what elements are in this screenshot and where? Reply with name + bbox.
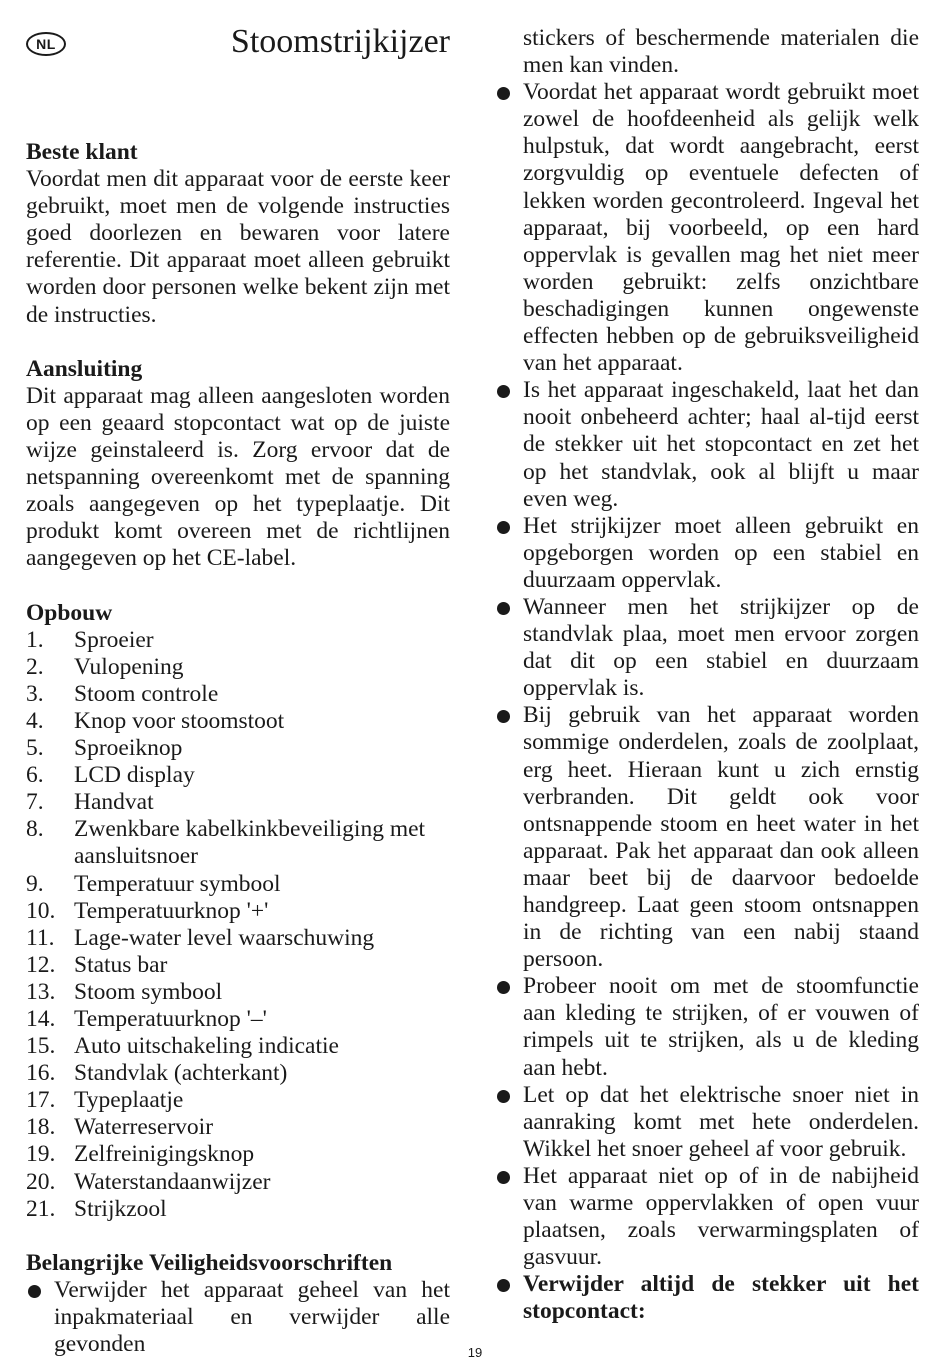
- list-item: [495, 1163, 919, 1271]
- list-item: [26, 925, 450, 952]
- list-item: [26, 952, 450, 979]
- safety-bullet-text: Is het apparaat ingeschakeld, laat het dan nooit onbeheerd achter; haal al-tijd eerst de stekker uit het stopcontact en zet het op het standvlak, ook al blijft u maar even weg.: [523, 377, 919, 512]
- safety-bullet-text: Verwijder het apparaat geheel van het inpakmateriaal en verwijder alle gevonden: [54, 1276, 450, 1358]
- right-column: [495, 25, 919, 1326]
- part-number: 13.: [26, 978, 56, 1005]
- part-number: 5.: [26, 735, 44, 762]
- part-label: Waterreservoir: [74, 1114, 214, 1141]
- safety-heading: Belangrijke Veiligheidsvoorschriften: [26, 1249, 393, 1276]
- list-item: [26, 1087, 450, 1114]
- part-number: 1.: [26, 626, 44, 653]
- part-number: 9.: [26, 870, 44, 897]
- list-item: [26, 1196, 450, 1223]
- list-item: [26, 762, 450, 789]
- safety-bullet-text: Wanneer men het strijkijzer op de standvlak plaa, moet men ervoor zorgen dat dit op een stabiel en duurzaam oppervlak is.: [523, 593, 919, 702]
- part-label: Stoom controle: [74, 680, 219, 707]
- part-number: 15.: [26, 1033, 56, 1060]
- intro-paragraph: Voordat men dit apparaat voor de eerste keer gebruikt, moet men de volgende instructies goed doorlezen en bewaren voor latere referentie. Dit apparaat moet alleen gebruikt worden door personen welke bekent zijn met de instructies.: [26, 166, 450, 328]
- bullet-icon: [497, 981, 510, 994]
- safety-bullet-text: Voordat het apparaat wordt gebruikt moet zowel de hoofdeenheid als gelijk welk hulpstuk, dat wordt aangebracht, eerst zorgvuldig op eventuele defecten of lekken worden gecontroleerd. Ingeval het apparaat, bij voorbeeld, op een hard oppervlak is gevallen mag het niet meer worden gebruikt: zelfs onzichtbare beschadigingen kunnen ongewenste effecten hebben op de gebruiksveiligheid van het apparaat.: [523, 79, 919, 377]
- part-number: 16.: [26, 1060, 56, 1087]
- page-number: 19: [467, 1345, 483, 1360]
- part-number: 20.: [26, 1168, 56, 1195]
- connection-paragraph: Dit apparaat mag alleen aangesloten worden op een geaard stopcontact wat op de juiste wijze geinstaleerd is. Zorg ervoor dat de netspanning overeenkomt met de spanning zoals aangegeven op het typeplaatje. Dit produkt komt overeen met de richtlijnen aangegeven op het CE-label.: [26, 382, 450, 572]
- part-number: 12.: [26, 951, 56, 978]
- list-item: [26, 789, 450, 816]
- part-label: LCD display: [74, 762, 195, 789]
- safety-bullet-text: Bij gebruik van het apparaat worden sommige onderdelen, zoals de zoolplaat, erg heet. Hieraan kunt u zich ernstig verbranden. Dit geldt ook voor ontsnappende stoom en heet water in het apparaat. Pak het apparaat dan ook alleen maar beet bij de daarvoor bedoelde handgreep. Laat geen stoom ontsnappen in de richting van een nabij staand persoon.: [523, 702, 919, 973]
- safety-bullet-text: Let op dat het elektrische snoer niet in aanraking komt met hete onderdelen. Wikkel het snoer geheel af voor gebruik.: [523, 1081, 919, 1162]
- part-number: 11.: [26, 924, 55, 951]
- part-label: Sproeier: [74, 626, 154, 653]
- list-item: [495, 513, 919, 594]
- connection-heading: Aansluiting: [26, 355, 143, 382]
- safety-list: [495, 79, 919, 1271]
- bullet-icon: [497, 602, 510, 615]
- part-label: Vulopening: [74, 653, 184, 680]
- list-item: [495, 702, 919, 973]
- list-item: [26, 735, 450, 762]
- list-item: [26, 816, 450, 870]
- part-number: 4.: [26, 707, 44, 734]
- left-column: [26, 139, 450, 1358]
- part-label: Knop voor stoomstoot: [74, 707, 285, 734]
- list-item: [26, 871, 450, 898]
- intro-heading: Beste klant: [26, 139, 138, 165]
- list-item: [26, 627, 450, 654]
- bullet-icon: [497, 87, 510, 100]
- part-label: Typeplaatje: [74, 1087, 184, 1114]
- list-item: [26, 654, 450, 681]
- bullet-icon: [28, 1285, 41, 1298]
- bullet-icon: [497, 1279, 510, 1292]
- bullet-icon: [497, 385, 510, 398]
- parts-heading: Opbouw: [26, 599, 113, 626]
- part-label: Lage-water level waarschuwing: [74, 924, 375, 951]
- list-item: [26, 979, 450, 1006]
- part-number: 8.: [26, 816, 44, 843]
- page-title: Stoomstrijkijzer: [230, 23, 450, 60]
- bullet-icon: [497, 710, 510, 723]
- final-safety-list: [495, 1271, 919, 1325]
- part-label: Temperatuurknop '–': [74, 1006, 267, 1032]
- part-number: 18.: [26, 1114, 56, 1141]
- part-label: Temperatuur symbool: [74, 870, 281, 897]
- list-item: [26, 1141, 450, 1168]
- list-item: [495, 1271, 919, 1325]
- bullet-icon: [497, 1090, 510, 1103]
- part-number: 21.: [26, 1195, 56, 1222]
- list-item: [495, 973, 919, 1081]
- bullet-icon: [497, 521, 510, 534]
- part-label: Sproeiknop: [74, 735, 183, 762]
- part-label: Temperatuurknop '+': [74, 897, 269, 924]
- part-label: Zwenkbare kabelkinkbeveiliging met aansluitsnoer: [74, 816, 426, 870]
- part-number: 7.: [26, 789, 44, 816]
- list-item: [26, 1033, 450, 1060]
- part-label: Waterstandaanwijzer: [74, 1168, 271, 1195]
- safety-bullet-text: Probeer nooit om met de stoomfunctie aan kleding te strijken, of er vouwen of rimpels uit te strijken, als u de kleding aan hebt.: [523, 973, 919, 1081]
- safety-bullet-text: Het strijkijzer moet alleen gebruikt en opgeborgen worden op een stabiel en duurzaam oppervlak.: [523, 512, 919, 593]
- part-label: Status bar: [74, 951, 168, 978]
- continued-bullet-text: stickers of beschermende materialen die men kan vinden.: [523, 25, 919, 79]
- parts-list: [26, 627, 450, 1223]
- list-item: [26, 681, 450, 708]
- list-item: [26, 1006, 450, 1033]
- list-item: [495, 377, 919, 512]
- part-label: Auto uitschakeling indicatie: [74, 1033, 339, 1060]
- list-item: [495, 1082, 919, 1163]
- list-item: [26, 1169, 450, 1196]
- language-badge: NL: [26, 32, 66, 56]
- part-label: Strijkzool: [74, 1195, 167, 1222]
- part-label: Handvat: [74, 789, 154, 816]
- part-number: 19.: [26, 1141, 56, 1168]
- list-item: [26, 1114, 450, 1141]
- part-number: 2.: [26, 653, 44, 680]
- list-item: [26, 708, 450, 735]
- part-label: Zelfreinigingsknop: [74, 1141, 255, 1168]
- part-number: 6.: [26, 762, 44, 789]
- list-item: [26, 898, 450, 925]
- list-item: [495, 79, 919, 377]
- part-number: 14.: [26, 1006, 56, 1032]
- list-item: [26, 1060, 450, 1087]
- part-number: 17.: [26, 1087, 56, 1114]
- bullet-icon: [497, 1171, 510, 1184]
- safety-bullet-text: Het apparaat niet op of in de nabijheid van warme oppervlakken of open vuur plaatsen, zoals verwarmingsplaten of gasvuur.: [523, 1162, 919, 1271]
- part-label: Standvlak (achterkant): [74, 1060, 288, 1087]
- list-item: [495, 594, 919, 702]
- part-number: 3.: [26, 680, 44, 707]
- final-bullet-text: Verwijder altijd de stekker uit het stopcontact:: [523, 1271, 919, 1325]
- part-number: 10.: [26, 897, 56, 924]
- part-label: Stoom symbool: [74, 978, 223, 1005]
